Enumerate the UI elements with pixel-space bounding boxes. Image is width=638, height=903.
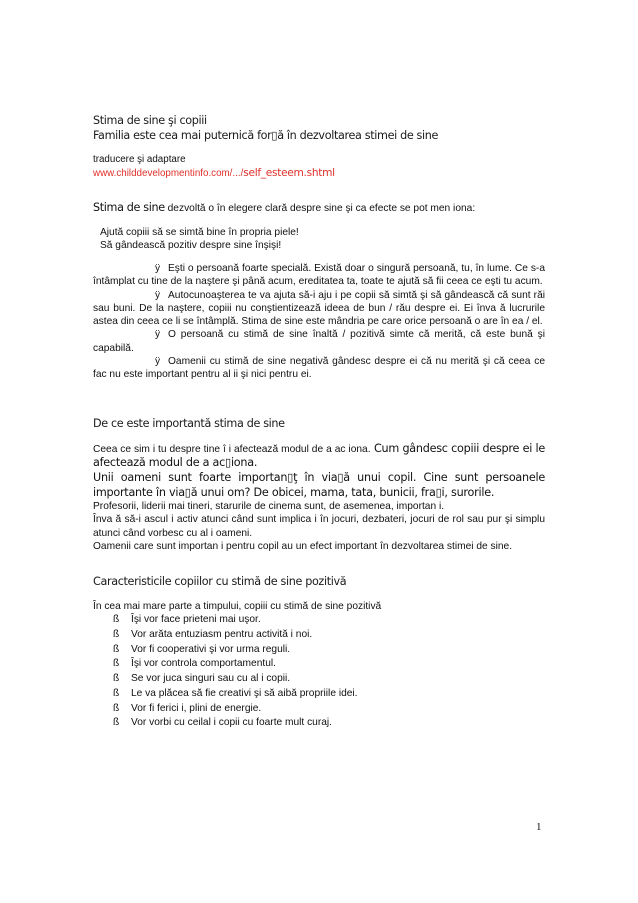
source-url-plain: www.childdevelopmentinfo.com/.../ [93,168,244,180]
point-text: Autocunoaşterea te va ajuta să-i aju i pe copii să simtă şi să gândească că sunt răi sau buni. De la naştere, copiii nu conştientizează ideea de bun / rău despre ei. Ei înva ă lucrurile astea din ceea ce li se întâmplă. Stima de sine este mândria pe care orice persoană o are în ea / el. [93,289,545,328]
section-heading-characteristics: Caracteristicile copiilor cu stimă de sine pozitivă [93,575,347,589]
page-number: 1 [536,821,542,833]
point-bullet: ÿ [155,289,161,301]
list-bullet: ß [113,687,120,699]
list-item-text: Vor arăta entuziasm pentru activită i noi. [131,628,313,640]
source-link[interactable] [93,167,545,181]
importance-p1-small: Ceea ce sim i tu despre tine î i afectează modul de a ac iona. [93,443,371,455]
list-bullet: ß [113,643,120,655]
section-heading-importance: De ce este importantă stima de sine [93,417,285,431]
characteristics-intro: În cea mai mare parte a timpului, copiii cu stimă de sine pozitivă [93,600,382,612]
list-item [93,716,545,731]
list-item [93,672,545,687]
importance-paragraph-4: Oamenii care sunt importan i pentru copil au un efect important în dezvoltarea stimei de sine. [93,540,513,552]
list-item-text: Vor fi cooperativi şi vor urma reguli. [131,643,291,655]
list-item [93,687,545,702]
importance-paragraph-2: Unii oameni sunt foarte importan▯ţ în via▯ă unui copil. Cine sunt persoanele importante în via▯ă unui om? De obicei, mama, tata, bunicii, fra▯i, surorile. [93,471,545,499]
point-paragraph [93,355,545,382]
list-item [93,702,545,717]
goal-item: Să gândească pozitiv despre sine înşişi! [100,239,282,251]
point-paragraph [93,289,545,329]
list-item-text: Le va plăcea să fie creativi şi să aibă propriile idei. [131,687,358,699]
list-item-text: Îşi vor face prieteni mai uşor. [131,613,261,625]
point-text: O persoană cu stimă de sine înaltă / pozitivă simte că merită, că este bună şi capabilă. [93,329,545,354]
intro-lead: Stima de sine [93,201,165,215]
point-paragraph [93,262,545,289]
list-bullet: ß [113,673,120,685]
point-bullet: ÿ [155,329,161,341]
point-text: Eşti o persoană foarte specială. Există doar o singură persoană, tu, în lume. Ce s-a întâmplat cu tine de la naştere şi până acum, ereditatea ta, toate te ajută să fii ceea ce eşti tu acum. [93,263,545,288]
document-subtitle: Familia este cea mai puternică for▯ă în dezvoltarea stimei de sine [93,128,439,142]
page-content [93,114,545,731]
document-title: Stima de sine şi copiii [93,114,207,127]
goal-item: Ajută copiii să se simtă bine în propria piele! [100,226,299,238]
list-bullet: ß [113,702,120,714]
point-bullet: ÿ [155,355,161,367]
list-item [93,643,545,658]
intro-paragraph [93,201,545,216]
importance-paragraph-2b: Profesorii, liderii mai tineri, starurile de cinema sunt, de asemenea, importan i. [93,501,445,513]
list-item [93,628,545,643]
list-bullet: ß [113,717,120,729]
list-bullet: ß [113,628,120,640]
list-item [93,613,545,628]
point-bullet: ÿ [155,263,161,275]
list-bullet: ß [113,613,120,625]
list-item-text: Vor vorbi cu ceilal i copii cu foarte mult curaj. [131,717,333,729]
importance-paragraph-3: Înva ă să-i ascul i activ atunci când sunt implica i în jocuri, dezbateri, jocuri de rol sau pur şi simplu atunci când vorbesc cu al i oameni. [93,514,545,539]
list-item-text: Îşi vor controla comportamentul. [131,658,276,670]
list-item [93,657,545,672]
source-url-tail: self_esteem.shtml [243,167,335,180]
characteristics-list [93,613,545,731]
intro-rest: dezvoltă o în elegere clară despre sine şi ca efecte se pot men iona: [164,203,476,215]
importance-p1-big: Cum gândesc copiii despre ei le afectează modul de a ac▯iona. [93,441,545,470]
list-bullet: ß [113,658,120,670]
point-text: Oamenii cu stimă de sine negativă gândesc despre ei că nu merită şi că ceea ce fac nu este important pentru al ii şi nici pentru ei. [93,355,545,381]
list-item-text: Vor fi ferici i, plini de energie. [131,702,262,714]
importance-paragraph-1 [93,442,545,471]
point-paragraph [93,328,545,355]
list-item-text: Se vor juca singuri sau cu al i copii. [131,673,291,685]
source-label: traducere şi adaptare [93,154,186,166]
